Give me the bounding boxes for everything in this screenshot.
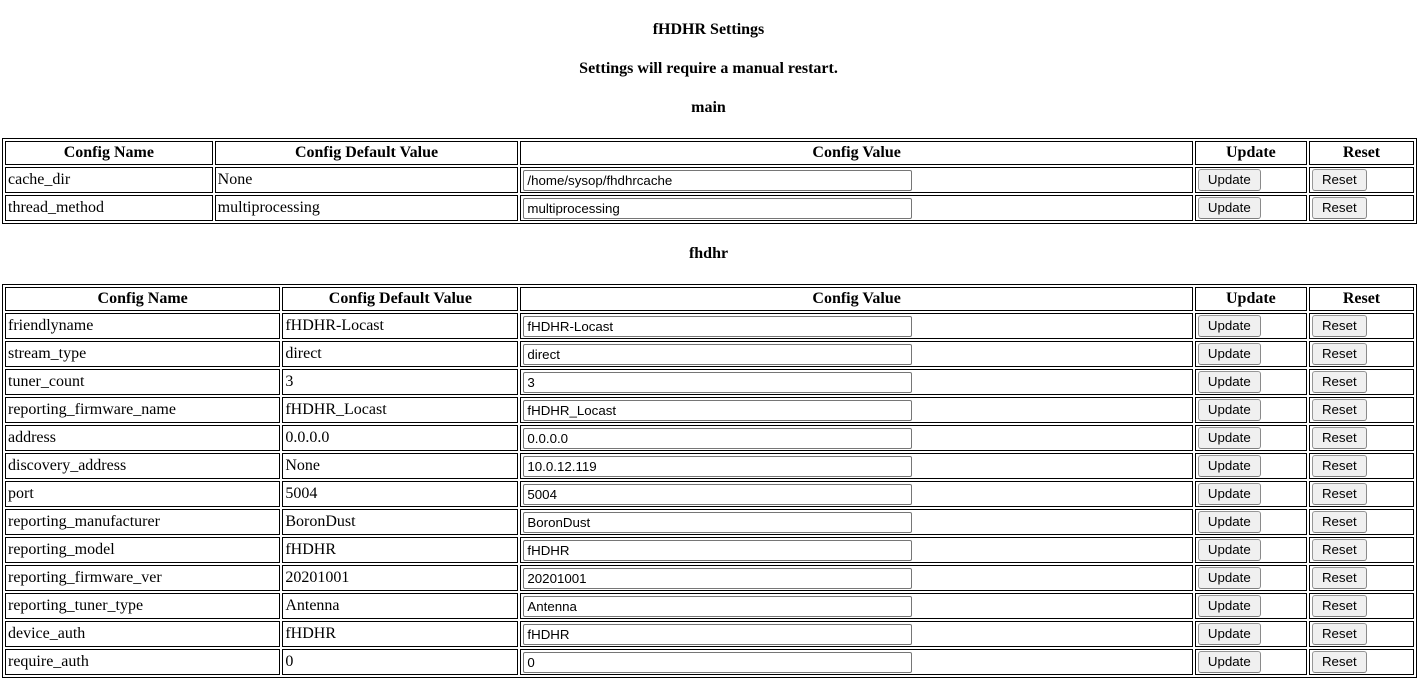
config-default-cell: fHDHR (282, 537, 518, 563)
config-name-cell: reporting_tuner_type (5, 593, 280, 619)
config-name-cell: reporting_manufacturer (5, 509, 280, 535)
reset-button[interactable]: Reset (1312, 539, 1367, 561)
config-row (5, 167, 1414, 193)
table-header-row (5, 141, 1414, 165)
reset-button[interactable]: Reset (1312, 595, 1367, 617)
config-value-input[interactable] (523, 198, 912, 219)
config-value-cell (520, 537, 1192, 563)
reset-button[interactable]: Reset (1312, 623, 1367, 645)
update-cell (1195, 621, 1307, 647)
config-value-input[interactable] (523, 372, 912, 393)
reset-button[interactable]: Reset (1312, 343, 1367, 365)
config-default-cell: None (282, 453, 518, 479)
page-title: fHDHR Settings (652, 21, 765, 38)
reset-cell (1309, 167, 1414, 193)
config-row (5, 593, 1414, 619)
config-default-cell: fHDHR_Locast (282, 397, 518, 423)
column-header-config-default: Config Default Value (282, 287, 518, 311)
update-cell (1195, 509, 1307, 535)
config-row (5, 537, 1414, 563)
config-name-cell: reporting_model (5, 537, 280, 563)
reset-button[interactable]: Reset (1312, 169, 1367, 191)
reset-cell (1309, 537, 1414, 563)
update-cell (1195, 537, 1307, 563)
update-button[interactable]: Update (1198, 567, 1261, 589)
reset-cell (1309, 341, 1414, 367)
reset-cell (1309, 509, 1414, 535)
config-row (5, 369, 1414, 395)
config-default-cell: fHDHR (282, 621, 518, 647)
reset-button[interactable]: Reset (1312, 511, 1367, 533)
update-button[interactable]: Update (1198, 315, 1261, 337)
config-row (5, 425, 1414, 451)
reset-button[interactable]: Reset (1312, 483, 1367, 505)
column-header-update: Update (1195, 287, 1307, 311)
reset-cell (1309, 425, 1414, 451)
table-header-row (5, 287, 1414, 311)
config-row (5, 397, 1414, 423)
update-cell (1195, 565, 1307, 591)
config-name-cell: thread_method (5, 195, 213, 221)
config-value-cell (520, 565, 1192, 591)
config-value-cell (520, 397, 1192, 423)
config-name-cell: reporting_firmware_ver (5, 565, 280, 591)
update-cell (1195, 593, 1307, 619)
config-default-cell: Antenna (282, 593, 518, 619)
update-button[interactable]: Update (1198, 169, 1261, 191)
update-cell (1195, 425, 1307, 451)
update-button[interactable]: Update (1198, 623, 1261, 645)
reset-cell (1309, 313, 1414, 339)
update-button[interactable]: Update (1198, 371, 1261, 393)
reset-button[interactable]: Reset (1312, 455, 1367, 477)
reset-cell (1309, 593, 1414, 619)
reset-cell (1309, 453, 1414, 479)
config-default-cell: None (215, 167, 519, 193)
reset-cell (1309, 195, 1414, 221)
config-table (2, 284, 1417, 678)
config-value-input[interactable] (523, 652, 912, 673)
config-value-cell (520, 167, 1192, 193)
config-default-cell: fHDHR-Locast (282, 313, 518, 339)
config-default-cell: 5004 (282, 481, 518, 507)
column-header-config-name: Config Name (5, 141, 213, 165)
config-row (5, 481, 1414, 507)
update-button[interactable]: Update (1198, 343, 1261, 365)
column-header-update: Update (1195, 141, 1307, 165)
update-cell (1195, 481, 1307, 507)
reset-button[interactable]: Reset (1312, 399, 1367, 421)
update-cell (1195, 397, 1307, 423)
reset-cell (1309, 621, 1414, 647)
update-button[interactable]: Update (1198, 455, 1261, 477)
config-row (5, 313, 1414, 339)
config-name-cell: reporting_firmware_name (5, 397, 280, 423)
config-name-cell: address (5, 425, 280, 451)
config-value-input[interactable] (523, 428, 912, 449)
column-header-config-name: Config Name (5, 287, 280, 311)
config-value-input[interactable] (523, 316, 912, 337)
config-row (5, 341, 1414, 367)
reset-button[interactable]: Reset (1312, 567, 1367, 589)
config-value-cell (520, 649, 1192, 675)
update-button[interactable]: Update (1198, 511, 1261, 533)
config-value-cell (520, 369, 1192, 395)
reset-cell (1309, 397, 1414, 423)
column-header-config-value: Config Value (520, 141, 1192, 165)
reset-button[interactable]: Reset (1312, 371, 1367, 393)
update-cell (1195, 649, 1307, 675)
config-table (2, 138, 1417, 224)
config-value-input[interactable] (523, 540, 912, 561)
config-value-cell (520, 313, 1192, 339)
update-cell (1195, 195, 1307, 221)
column-header-config-value: Config Value (520, 287, 1192, 311)
update-button[interactable]: Update (1198, 651, 1261, 673)
config-value-input[interactable] (523, 170, 912, 191)
config-value-cell (520, 509, 1192, 535)
config-row (5, 195, 1414, 221)
reset-cell (1309, 481, 1414, 507)
column-header-reset: Reset (1309, 141, 1414, 165)
config-name-cell: device_auth (5, 621, 280, 647)
config-name-cell: discovery_address (5, 453, 280, 479)
config-value-cell (520, 341, 1192, 367)
column-header-reset: Reset (1309, 287, 1414, 311)
config-default-cell: 20201001 (282, 565, 518, 591)
update-button[interactable]: Update (1198, 427, 1261, 449)
config-name-cell: friendlyname (5, 313, 280, 339)
config-value-cell (520, 481, 1192, 507)
config-row (5, 649, 1414, 675)
update-cell (1195, 453, 1307, 479)
config-default-cell: BoronDust (282, 509, 518, 535)
update-cell (1195, 313, 1307, 339)
config-name-cell: cache_dir (5, 167, 213, 193)
config-row (5, 621, 1414, 647)
config-value-input[interactable] (523, 344, 912, 365)
config-name-cell: tuner_count (5, 369, 280, 395)
config-default-cell: direct (282, 341, 518, 367)
config-default-cell: 0 (282, 649, 518, 675)
config-row (5, 565, 1414, 591)
reset-button[interactable]: Reset (1312, 427, 1367, 449)
config-value-cell (520, 425, 1192, 451)
section-heading: main (691, 99, 726, 116)
config-row (5, 509, 1414, 535)
config-default-cell: 0.0.0.0 (282, 425, 518, 451)
config-default-cell: multiprocessing (215, 195, 519, 221)
update-cell (1195, 369, 1307, 395)
reset-button[interactable]: Reset (1312, 651, 1367, 673)
config-value-cell (520, 621, 1192, 647)
config-value-input[interactable] (523, 596, 912, 617)
config-value-input[interactable] (523, 624, 912, 645)
update-button[interactable]: Update (1198, 197, 1261, 219)
config-name-cell: require_auth (5, 649, 280, 675)
config-value-input[interactable] (523, 484, 912, 505)
reset-button[interactable]: Reset (1312, 315, 1367, 337)
config-name-cell: port (5, 481, 280, 507)
update-button[interactable]: Update (1198, 483, 1261, 505)
config-default-cell: 3 (282, 369, 518, 395)
restart-notice: Settings will require a manual restart. (579, 60, 838, 77)
update-button[interactable]: Update (1198, 539, 1261, 561)
update-button[interactable]: Update (1198, 399, 1261, 421)
config-value-cell (520, 453, 1192, 479)
config-value-cell (520, 593, 1192, 619)
reset-cell (1309, 369, 1414, 395)
config-value-input[interactable] (523, 400, 912, 421)
reset-cell (1309, 565, 1414, 591)
reset-cell (1309, 649, 1414, 675)
config-value-input[interactable] (523, 568, 912, 589)
update-button[interactable]: Update (1198, 595, 1261, 617)
config-name-cell: stream_type (5, 341, 280, 367)
update-cell (1195, 341, 1307, 367)
config-value-input[interactable] (523, 456, 912, 477)
config-sections (2, 99, 1415, 678)
reset-button[interactable]: Reset (1312, 197, 1367, 219)
section-heading: fhdhr (688, 245, 729, 262)
config-value-cell (520, 195, 1192, 221)
update-cell (1195, 167, 1307, 193)
config-value-input[interactable] (523, 512, 912, 533)
config-row (5, 453, 1414, 479)
column-header-config-default: Config Default Value (215, 141, 519, 165)
